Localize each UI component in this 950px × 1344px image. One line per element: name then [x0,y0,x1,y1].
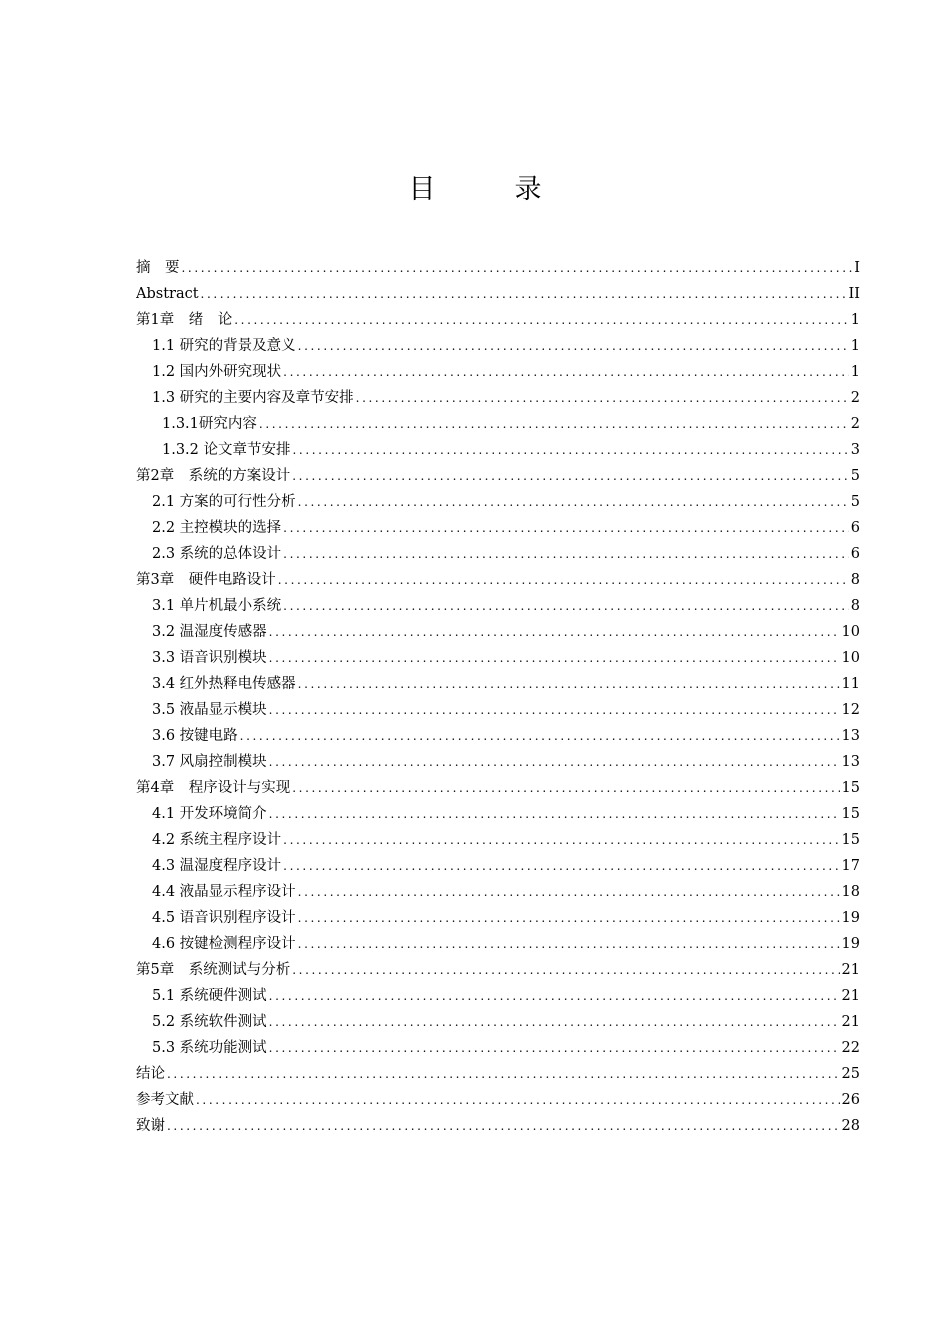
toc-entry-page-number: 6 [850,520,860,536]
toc-entry[interactable] [136,593,860,619]
toc-entry-label: 第3章 硬件电路设计 [136,572,276,588]
toc-entry-label: 结论 [136,1066,165,1082]
toc-entry-label: 4.5 语音识别程序设计 [152,910,296,926]
toc-entry[interactable] [136,515,860,541]
toc-leader-dots [283,541,849,567]
toc-entry-label: 4.1 开发环境简介 [152,806,267,822]
toc-leader-dots [234,307,849,333]
toc-leader-dots [356,385,849,411]
toc-entry-page-number: 15 [841,832,860,848]
toc-entry[interactable] [136,671,860,697]
toc-entry[interactable] [136,489,860,515]
toc-leader-dots [201,281,847,307]
toc-leader-dots [269,1009,840,1035]
toc-entry[interactable] [136,437,860,463]
toc-entry[interactable] [136,359,860,385]
toc-entry-label: 2.2 主控模块的选择 [152,520,282,536]
toc-entry[interactable] [136,983,860,1009]
toc-entry-label: 3.4 红外热释电传感器 [152,676,296,692]
toc-leader-dots [292,463,849,489]
toc-entry-label: 1.3 研究的主要内容及章节安排 [152,390,354,406]
toc-entry[interactable] [136,255,860,281]
toc-leader-dots [292,957,839,983]
toc-entry-page-number: 13 [841,754,860,770]
toc-leader-dots [269,983,840,1009]
toc-entry[interactable] [136,827,860,853]
toc-entry-page-number: II [848,286,860,302]
toc-leader-dots [283,593,849,619]
toc-entry-label: 1.2 国内外研究现状 [152,364,282,380]
toc-leader-dots [298,333,849,359]
toc-entry[interactable] [136,1061,860,1087]
toc-entry-page-number: 8 [850,598,860,614]
toc-leader-dots [283,359,849,385]
toc-leader-dots [196,1087,840,1113]
toc-entry-page-number: 17 [841,858,860,874]
toc-entry-page-number: 10 [841,650,860,666]
toc-entry-page-number: 8 [850,572,860,588]
toc-entry-page-number: 19 [841,936,860,952]
toc-entry[interactable] [136,307,860,333]
table-of-contents [136,255,860,1139]
toc-entry-page-number: 11 [841,676,860,692]
toc-entry-label: 3.2 温湿度传感器 [152,624,267,640]
toc-entry-page-number: 19 [841,910,860,926]
toc-entry-label: 4.4 液晶显示程序设计 [152,884,296,900]
toc-leader-dots [269,645,840,671]
toc-entry[interactable] [136,775,860,801]
toc-entry-page-number: 3 [850,442,860,458]
toc-leader-dots [298,905,840,931]
toc-leader-dots [269,619,840,645]
toc-leader-dots [259,411,849,437]
toc-entry-page-number: 2 [850,416,860,432]
page-title: 目 录 [408,174,568,206]
toc-entry-page-number: 12 [841,702,860,718]
toc-entry-label: 3.3 语音识别模块 [152,650,267,666]
toc-entry[interactable] [136,411,860,437]
toc-entry[interactable] [136,281,860,307]
toc-entry-page-number: 15 [841,806,860,822]
toc-entry-label: 第2章 系统的方案设计 [136,468,291,484]
toc-entry-label: 2.3 系统的总体设计 [152,546,282,562]
toc-entry[interactable] [136,879,860,905]
toc-entry[interactable] [136,645,860,671]
toc-entry-page-number: 2 [850,390,860,406]
toc-leader-dots [167,1061,840,1087]
toc-entry-label: 第4章 程序设计与实现 [136,780,291,796]
toc-entry-page-number: 21 [841,988,860,1004]
toc-leader-dots [278,567,849,593]
toc-entry-label: 4.2 系统主程序设计 [152,832,282,848]
toc-entry[interactable] [136,749,860,775]
toc-entry-page-number: 13 [841,728,860,744]
toc-leader-dots [182,255,853,281]
toc-entry[interactable] [136,723,860,749]
toc-entry-page-number: 18 [841,884,860,900]
toc-entry-page-number: 26 [841,1092,860,1108]
toc-entry-label: Abstract [136,286,199,302]
toc-entry-label: 5.3 系统功能测试 [152,1040,267,1056]
toc-entry-label: 2.1 方案的可行性分析 [152,494,296,510]
toc-entry[interactable] [136,541,860,567]
toc-entry-page-number: 21 [841,1014,860,1030]
toc-entry-page-number: 1 [850,364,860,380]
toc-leader-dots [298,879,840,905]
toc-entry-page-number: 10 [841,624,860,640]
toc-entry-label: 1.3.2 论文章节安排 [162,442,291,458]
toc-entry[interactable] [136,905,860,931]
toc-entry[interactable] [136,1087,860,1113]
toc-leader-dots [269,801,840,827]
toc-entry[interactable] [136,853,860,879]
toc-leader-dots [298,931,840,957]
toc-entry-label: 3.6 按键电路 [152,728,238,744]
toc-leader-dots [293,437,849,463]
toc-leader-dots [269,1035,840,1061]
toc-entry-page-number: 1 [850,338,860,354]
toc-entry-page-number: 21 [841,962,860,978]
toc-entry-page-number: 5 [850,494,860,510]
toc-entry-page-number: 15 [841,780,860,796]
toc-entry[interactable] [136,1035,860,1061]
toc-entry-label: 5.2 系统软件测试 [152,1014,267,1030]
toc-entry[interactable] [136,931,860,957]
toc-leader-dots [298,489,849,515]
toc-leader-dots [167,1113,840,1139]
toc-leader-dots [269,749,840,775]
toc-entry-label: 1.1 研究的背景及意义 [152,338,296,354]
toc-entry-page-number: 22 [841,1040,860,1056]
toc-leader-dots [240,723,840,749]
toc-entry-page-number: 6 [850,546,860,562]
toc-entry-label: 5.1 系统硬件测试 [152,988,267,1004]
toc-entry[interactable] [136,567,860,593]
toc-leader-dots [283,853,839,879]
toc-entry-page-number: 25 [841,1066,860,1082]
toc-entry[interactable] [136,1113,860,1139]
toc-entry-label: 第5章 系统测试与分析 [136,962,291,978]
toc-entry[interactable] [136,1009,860,1035]
toc-leader-dots [283,515,849,541]
toc-entry-page-number: 5 [850,468,860,484]
toc-entry[interactable] [136,619,860,645]
toc-entry[interactable] [136,697,860,723]
toc-entry-page-number: 1 [850,312,860,328]
toc-entry-label: 4.3 温湿度程序设计 [152,858,282,874]
toc-leader-dots [292,775,839,801]
toc-entry[interactable] [136,957,860,983]
toc-entry-label: 致谢 [136,1118,165,1134]
toc-entry-label: 4.6 按键检测程序设计 [152,936,296,952]
toc-entry[interactable] [136,333,860,359]
toc-entry-label: 1.3.1研究内容 [162,416,257,432]
toc-leader-dots [283,827,839,853]
toc-entry-label: 3.1 单片机最小系统 [152,598,282,614]
toc-entry-label: 3.7 风扇控制模块 [152,754,267,770]
toc-leader-dots [269,697,840,723]
toc-entry-label: 摘 要 [136,260,180,276]
toc-entry-page-number: I [854,260,860,276]
toc-entry[interactable] [136,463,860,489]
toc-leader-dots [298,671,840,697]
toc-entry-label: 第1章 绪 论 [136,312,233,328]
toc-entry-label: 3.5 液晶显示模块 [152,702,267,718]
toc-entry-label: 参考文献 [136,1092,194,1108]
toc-entry[interactable] [136,385,860,411]
toc-entry[interactable] [136,801,860,827]
toc-entry-page-number: 28 [841,1118,860,1134]
